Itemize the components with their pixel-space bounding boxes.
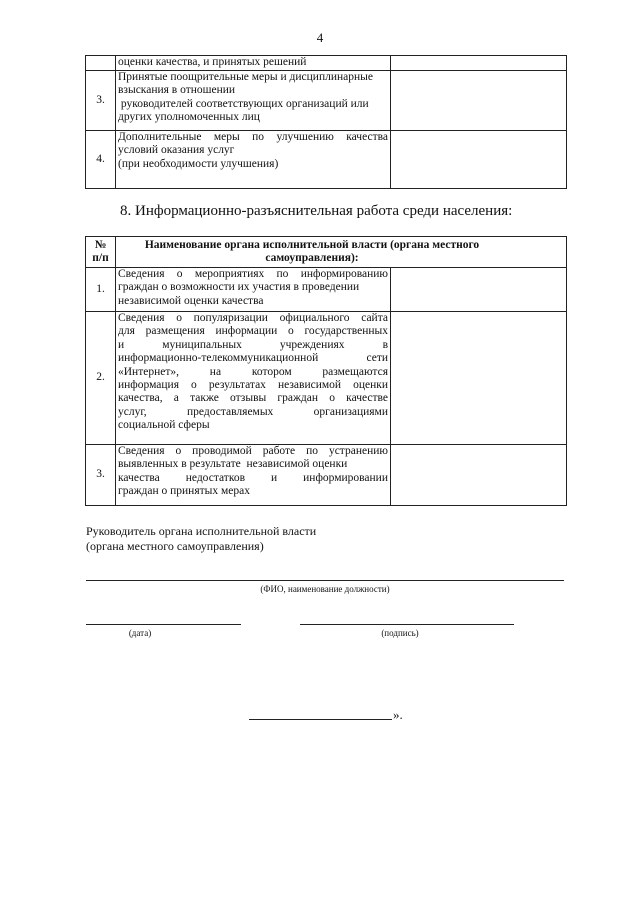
row-text-line: Дополнительные меры по улучшению качества	[118, 131, 388, 143]
fio-signature-line	[86, 580, 564, 581]
header-number-line: п/п	[92, 252, 109, 264]
sign-signature-line	[300, 624, 514, 625]
row-description	[116, 445, 391, 506]
header-name-line: Наименование органа исполнительной власти (органа местного	[144, 239, 480, 251]
sign-caption: (подпись)	[381, 628, 419, 638]
closing-blank-line	[249, 719, 392, 720]
table-row	[86, 445, 567, 506]
row-text-line: для размещения информации о государственных	[118, 325, 388, 338]
header-number-line: №	[94, 239, 107, 251]
row-text-line: социальной сферы	[118, 419, 210, 432]
table-header-row	[86, 237, 567, 268]
row-text-line: выявленных в результате независимой оценки	[118, 458, 348, 471]
date-signature-line	[86, 624, 241, 625]
row-text-line: Принятые поощрительные меры и дисциплинарные	[118, 71, 373, 83]
table-row	[86, 71, 567, 131]
info-work-table	[85, 236, 567, 506]
date-caption: (дата)	[128, 628, 152, 638]
row-text-line: информационно-телекоммуникационной сети	[118, 352, 388, 365]
top-table-continuation	[85, 55, 567, 189]
row-text-line: информация о результатах независимой оценки	[118, 379, 388, 392]
row-text-line: и муниципальных учреждениях в	[118, 338, 388, 351]
row-description	[116, 131, 391, 189]
row-value-cell	[391, 56, 567, 71]
row-number: 3.	[86, 71, 116, 131]
row-text-line: (при необходимости улучшения)	[118, 157, 279, 170]
row-text-line: Сведения о мероприятиях по информированию	[118, 268, 388, 280]
row-description	[116, 268, 391, 312]
row-value-cell	[391, 131, 567, 189]
row-value-cell	[391, 71, 567, 131]
closing-quote: ».	[393, 707, 403, 722]
section-title: 8. Информационно-разъяснительная работа среди населения:	[120, 203, 513, 219]
row-value-cell	[391, 312, 567, 445]
table-row	[86, 131, 567, 189]
row-value-cell	[391, 445, 567, 506]
row-text-line: Сведения о популяризации официального сайта	[118, 312, 388, 324]
fio-caption: (ФИО, наименование должности)	[260, 584, 390, 594]
row-text-line: качества недостатков и информировании	[118, 471, 388, 484]
row-text-line: качества, а также отзывы граждан о качестве	[118, 392, 388, 405]
row-number: 3.	[86, 445, 116, 506]
row-text-line: услуг, предоставляемых организациями	[118, 405, 388, 418]
signature-head-title	[86, 524, 316, 554]
page-number: 4	[316, 30, 324, 45]
row-text-line: взыскания в отношении	[118, 84, 236, 97]
row-text-line: независимой оценки качества	[118, 294, 264, 307]
row-number: 2.	[86, 312, 116, 445]
header-number	[86, 237, 116, 268]
header-authority-name	[116, 237, 567, 268]
row-text-line: граждан о принятых мерах	[118, 485, 250, 498]
table-row	[86, 56, 567, 71]
signature-head-line: Руководитель органа исполнительной власти	[86, 524, 317, 538]
row-value-cell	[391, 268, 567, 312]
row-number: 1.	[86, 268, 116, 312]
header-name-line: самоуправления):	[265, 252, 359, 264]
row-number: 4.	[86, 131, 116, 189]
row-text-line: условий оказания услуг	[118, 144, 235, 157]
row-text-line: руководителей соответствующих организаций или	[118, 97, 369, 110]
table-row	[86, 268, 567, 312]
table-row	[86, 312, 567, 445]
row-description	[116, 71, 391, 131]
row-description	[116, 312, 391, 445]
row-text-line: «Интернет», на котором размещаются	[118, 365, 388, 378]
row-text-line: граждан о возможности их участия в проведении	[118, 281, 360, 294]
row-text-line: других уполномоченных лиц	[118, 111, 260, 124]
row-description: оценки качества, и принятых решений	[116, 56, 391, 71]
row-text-line: Сведения о проводимой работе по устранению	[118, 445, 388, 457]
signature-head-line: (органа местного самоуправления)	[86, 539, 264, 553]
row-number	[86, 56, 116, 71]
